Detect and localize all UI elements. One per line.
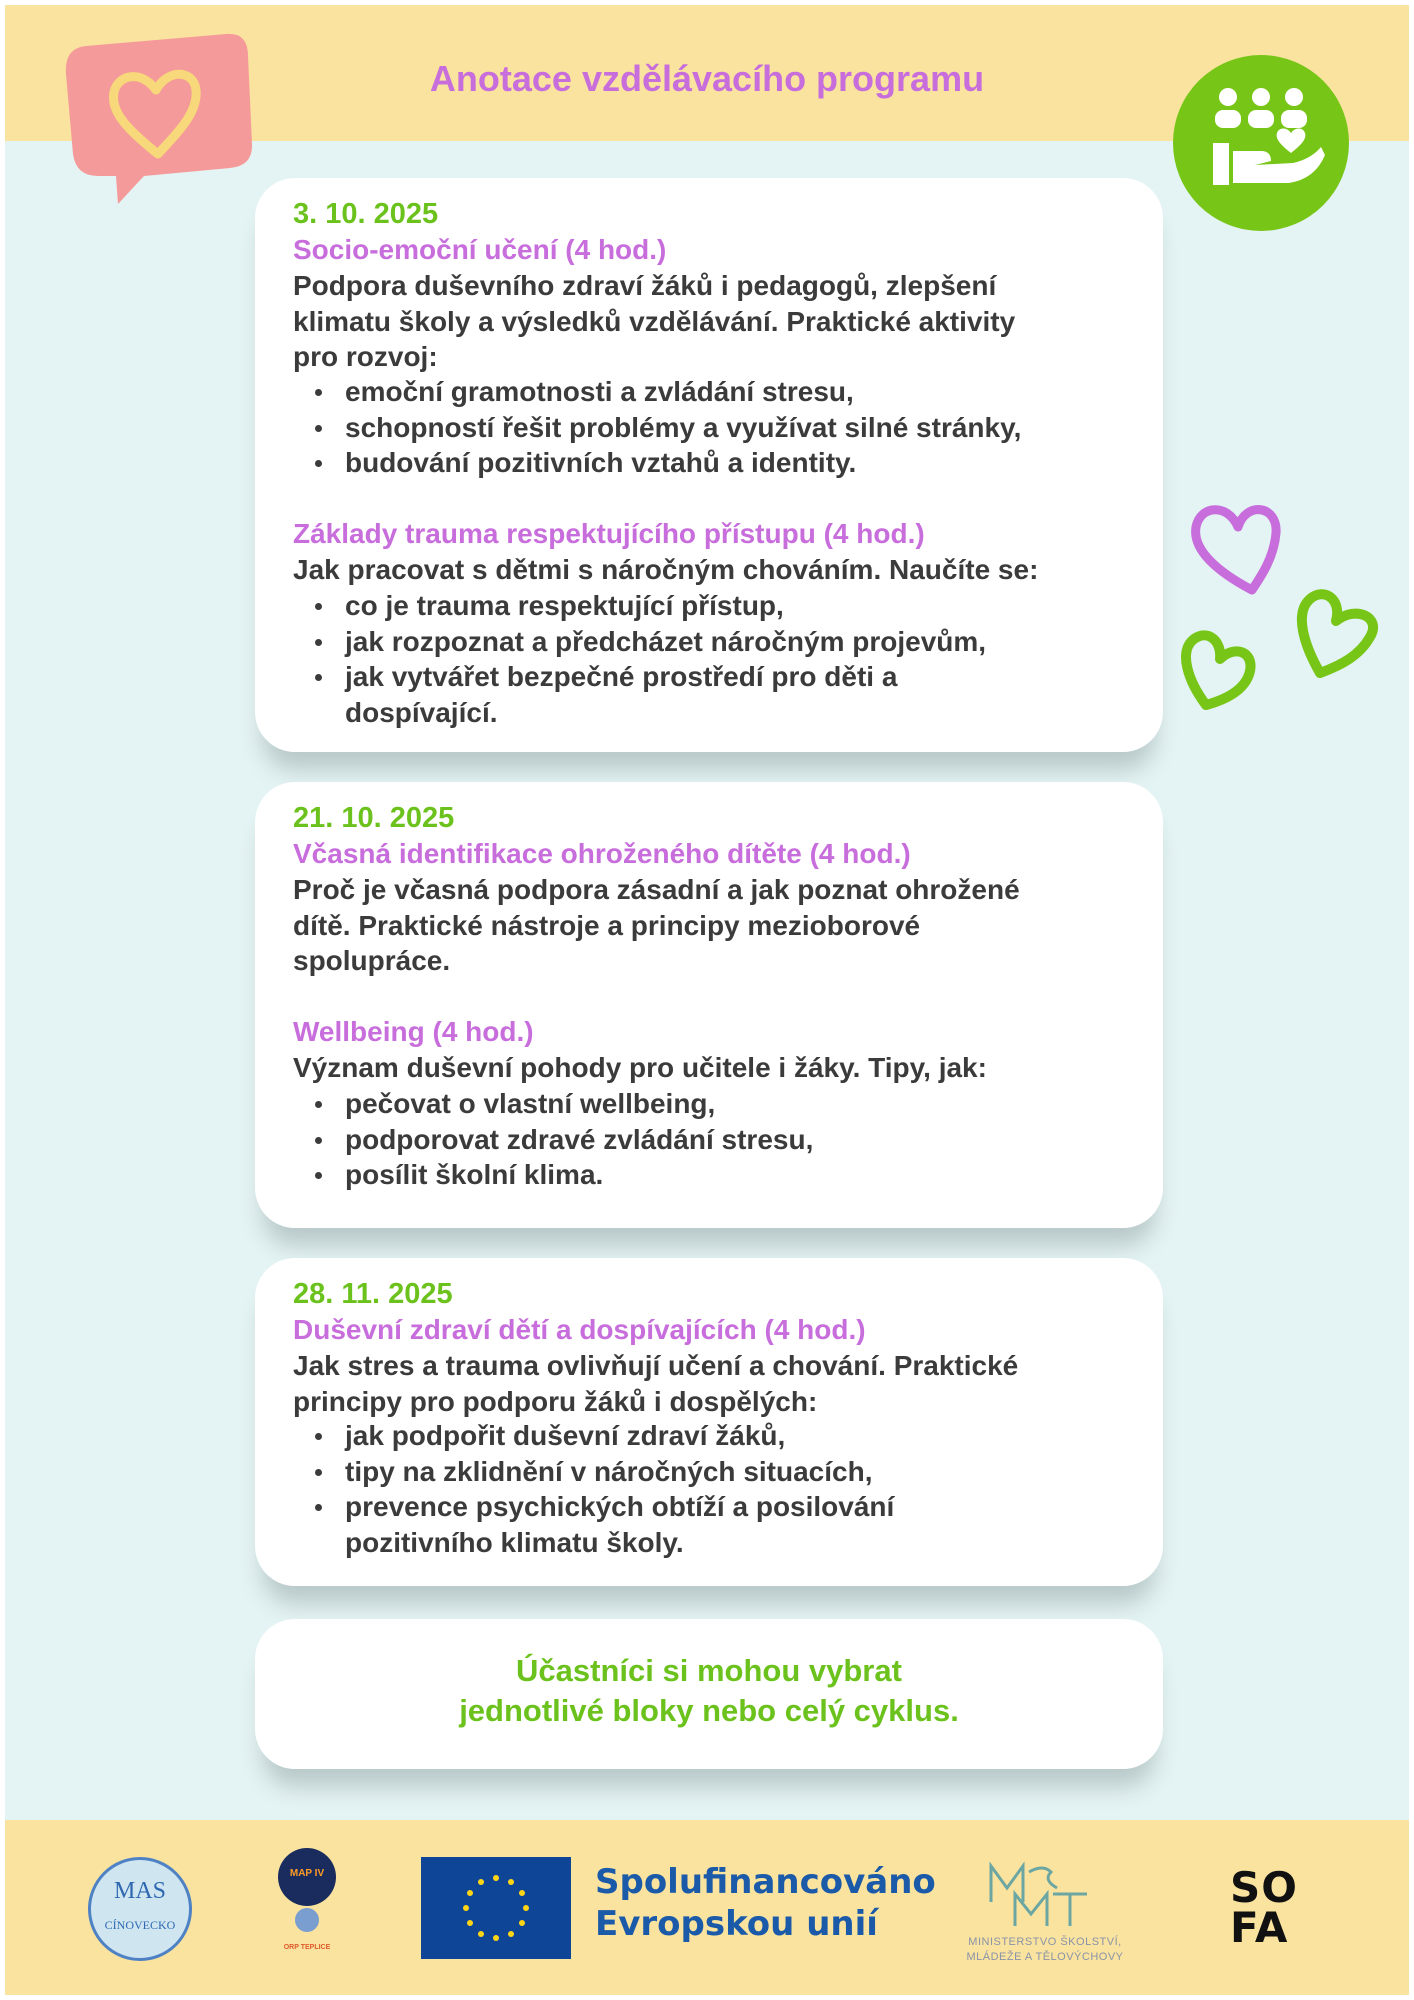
list-item: posílit školní klima. xyxy=(293,1157,1093,1193)
eu-cofunding-text: Evropskou unií xyxy=(595,1904,878,1944)
session-description: Jak stres a trauma ovlivňují učení a chování. Praktické principy pro podporu žáků i dospělých: xyxy=(293,1350,1019,1417)
heart-speech-bubble-icon xyxy=(58,26,258,208)
session-heading: Včasná identifikace ohroženého dítěte (4 hod.) xyxy=(293,838,911,869)
list-item: jak podpořit duševní zdraví žáků, xyxy=(293,1418,973,1454)
sofa-logo: SO FA xyxy=(1230,1863,1298,1952)
list-item: co je trauma respektující přístup, xyxy=(293,588,1013,624)
msmt-text: MLÁDEŽE A TĚLOVÝCHOVY xyxy=(966,1951,1124,1963)
session-topic-list xyxy=(293,588,1013,730)
map-iv-logo: MAP IV ORP TEPLICE xyxy=(272,1848,342,1958)
program-card-2 xyxy=(255,782,1163,1228)
list-item: pečovat o vlastní wellbeing, xyxy=(293,1086,1093,1122)
list-item: jak vytvářet bezpečné prostředí pro děti a dospívající. xyxy=(293,659,965,730)
session-heading: Základy trauma respektujícího přístupu (4 hod.) xyxy=(293,518,925,549)
msmt-monogram-icon xyxy=(985,1858,1100,1930)
session-topic-list xyxy=(293,1086,1093,1193)
session-date: 21. 10. 2025 xyxy=(293,802,455,834)
list-item: jak rozpoznat a předcházet náročným projevům, xyxy=(293,624,1013,660)
session-date: 28. 11. 2025 xyxy=(293,1278,453,1310)
note-line: Účastníci si mohou vybrat xyxy=(516,1653,902,1688)
session-description: Proč je včasná podpora zásadní a jak poznat ohrožené dítě. Praktické nástroje a principy mezioborové spolupráce. xyxy=(293,874,1020,976)
session-date: 3. 10. 2025 xyxy=(293,198,439,230)
program-card-3 xyxy=(255,1258,1163,1586)
session-description: Význam duševní pohody pro učitele i žáky. Tipy, jak: xyxy=(293,1052,987,1083)
list-item: schopností řešit problémy a využívat silné stránky, xyxy=(293,410,1093,446)
list-item: podporovat zdravé zvládání stresu, xyxy=(293,1122,1093,1158)
session-topic-list xyxy=(293,1418,973,1560)
page-title: Anotace vzdělávacího programu xyxy=(429,58,985,99)
session-description: Podpora duševního zdraví žáků i pedagogů, zlepšení klimatu školy a výsledků vzdělávání. Praktické aktivity pro rozvoj: xyxy=(293,270,1016,372)
session-description: Jak pracovat s dětmi s náročným chováním. Naučíte se: xyxy=(293,554,1039,585)
msmt-text: MINISTERSTVO ŠKOLSTVÍ, xyxy=(968,1936,1122,1948)
community-care-icon xyxy=(1173,55,1349,231)
list-item: budování pozitivních vztahů a identity. xyxy=(293,445,1093,481)
mas-cinovecko-logo: MAS CÍNOVECKO xyxy=(88,1857,192,1961)
decorative-hearts-icon xyxy=(1170,495,1380,720)
list-item: prevence psychických obtíží a posilování pozitivního klimatu školy. xyxy=(293,1489,973,1560)
session-heading: Socio-emoční učení (4 hod.) xyxy=(293,234,667,265)
eu-flag-icon xyxy=(421,1857,571,1959)
list-item: tipy na zklidnění v náročných situacích, xyxy=(293,1454,973,1490)
eu-cofunding-text: Spolufinancováno xyxy=(595,1862,936,1902)
list-item: emoční gramotnosti a zvládání stresu, xyxy=(293,374,1093,410)
participation-note xyxy=(255,1619,1163,1769)
program-card-1 xyxy=(255,178,1163,752)
session-topic-list xyxy=(293,374,1093,481)
session-heading: Wellbeing (4 hod.) xyxy=(293,1016,534,1047)
session-heading: Duševní zdraví dětí a dospívajících (4 hod.) xyxy=(293,1314,866,1345)
note-line: jednotlivé bloky nebo celý cyklus. xyxy=(459,1693,959,1728)
